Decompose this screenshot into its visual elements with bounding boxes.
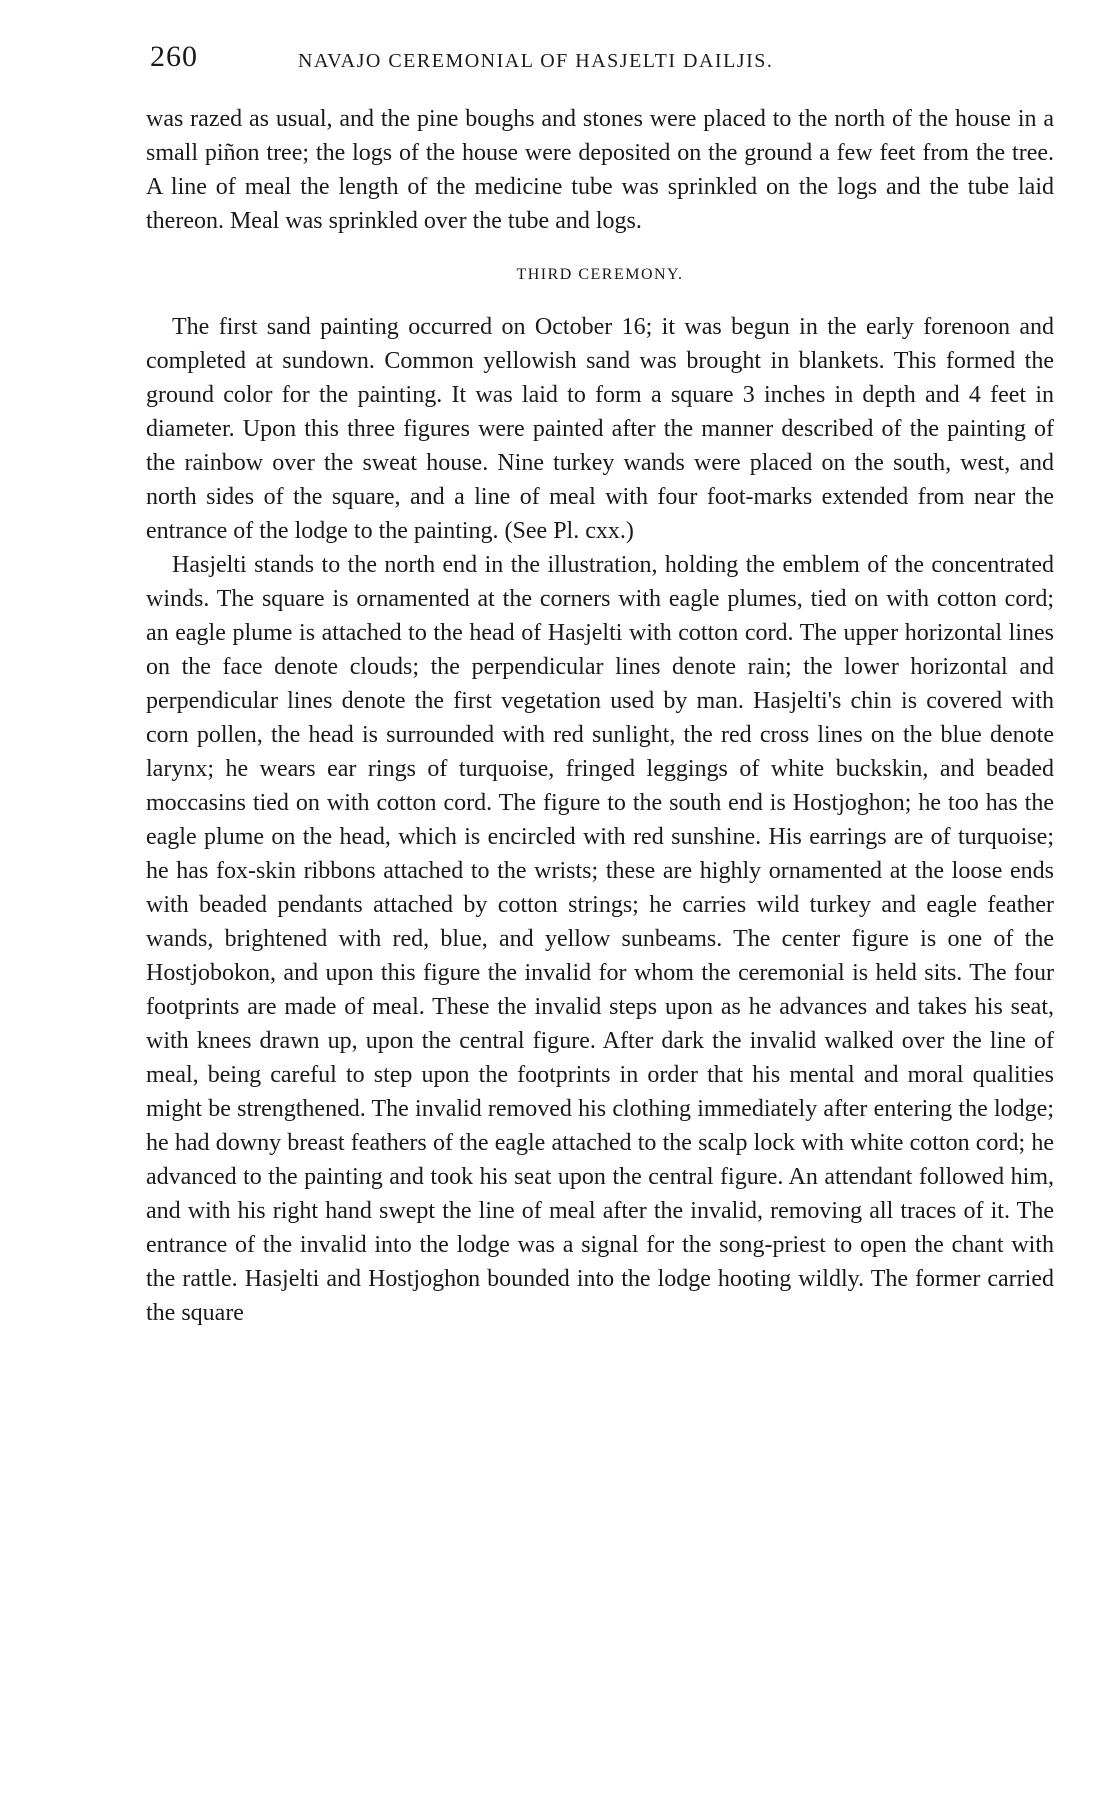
section-heading: THIRD CEREMONY. (516, 266, 684, 283)
running-head (150, 40, 1050, 80)
body-text (146, 102, 1054, 1330)
page-number: 260 (150, 40, 198, 73)
paragraph-figures: Hasjelti stands to the north end in the illustration, holding the emblem of the concentrated winds. The square is ornamented at the corners with eagle plumes, tied on with cotton cord; an eagle plume is attached to the head of Hasjelti with cotton cord. The upper horizontal lines on the face denote clouds; the perpendicular lines denote rain; the lower horizontal and perpendicular lines denote the first vegetation used by man. Hasjelti's chin is covered with corn pollen, the head is surrounded with red sunlight, the red cross lines on the blue denote larynx; he wears ear rings of turquoise, fringed leggings of white buckskin, and beaded moccasins tied on with cotton cord. The figure to the south end is Hostjoghon; he too has the eagle plume on the head, which is encircled with red sunshine. His earrings are of turquoise; he has fox-skin ribbons attached to the wrists; these are highly ornamented at the loose ends with beaded pendants attached by cotton strings; he carries wild turkey and eagle feather wands, brightened with red, blue, and yellow sunbeams. The center figure is one of the Hostjobokon, and upon this figure the invalid for whom the ceremonial is held sits. The four footprints are made of meal. These the invalid steps upon as he advances and takes his seat, with knees drawn up, upon the central figure. After dark the invalid walked over the line of meal, being careful to step upon the footprints in order that his mental and moral qualities might be strengthened. The invalid removed his clothing immediately after entering the lodge; he had downy breast feathers of the eagle attached to the scalp lock with white cotton cord; he advanced to the painting and took his seat upon the central figure. An attendant followed him, and with his right hand swept the line of meal after the invalid, removing all traces of it. The entrance of the invalid into the lodge was a signal for the song-priest to open the chant with the rattle. Hasjelti and Hostjoghon bounded into the lodge hooting wildly. The former carried the square (146, 552, 1054, 1326)
paragraph-sand-painting: The first sand painting occurred on October 16; it was begun in the early forenoon and completed at sundown. Common yellowish sand was brought in blankets. This formed the ground color for the painting. It was laid to form a square 3 inches in depth and 4 feet in diameter. Upon this three figures were painted after the manner described of the painting of the rainbow over the sweat house. Nine turkey wands were placed on the south, west, and north sides of the square, and a line of meal with four foot-marks extended from near the entrance of the lodge to the painting. (See Pl. cxx.) (146, 314, 1054, 544)
running-title: NAVAJO CEREMONIAL OF HASJELTI DAILJIS. (298, 50, 774, 72)
paragraph-continuation: was razed as usual, and the pine boughs and stones were placed to the north of the house in a small piñon tree; the logs of the house were deposited on the ground a few feet from the tree. A line of meal the length of the medicine tube was sprinkled on the logs and the tube laid thereon. Meal was sprinkled over the tube and logs. (146, 106, 1054, 234)
